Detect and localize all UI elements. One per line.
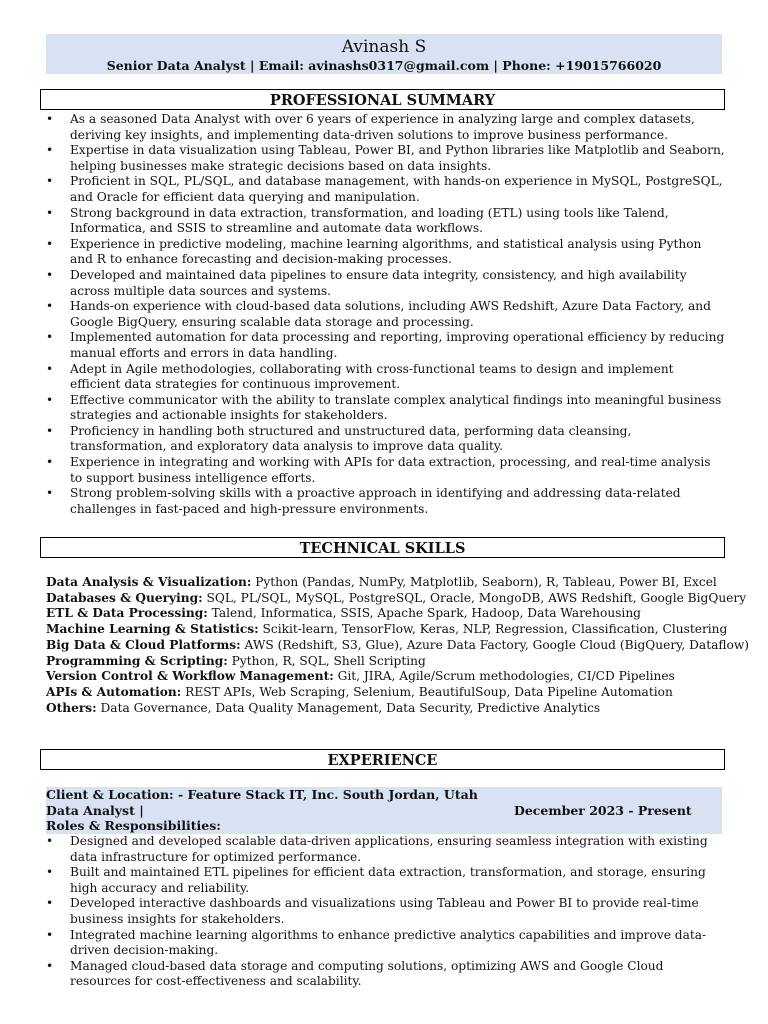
skill-key: Databases & Querying: — [46, 590, 203, 605]
list-item: • Strong problem-solving skills with a proactive approach in identifying and addressing data-related challenges in fast-paced and high-pressure environments. — [46, 486, 726, 517]
job-dates: December 2023 - Present — [514, 802, 692, 818]
list-item: • As a seasoned Data Analyst with over 6 years of experience in analyzing large and complex datasets, deriving key insights, and implementing data-driven solutions to improve business performance. — [46, 112, 726, 143]
skill-key: Others: — [46, 700, 97, 715]
skill-value: Git, JIRA, Agile/Scrum methodologies, CI/CD Pipelines — [333, 669, 675, 684]
skill-key: Machine Learning & Statistics: — [46, 622, 259, 637]
skill-row — [46, 622, 736, 638]
skill-key: Programming & Scripting: — [46, 653, 228, 668]
list-item: • Developed interactive dashboards and visualizations using Tableau and Power BI to provide real-time business insights for stakeholders. — [46, 896, 726, 927]
skill-value: SQL, PL/SQL, MySQL, PostgreSQL, Oracle, MongoDB, AWS Redshift, Google BigQuery — [202, 590, 747, 605]
section-title-summary: PROFESSIONAL SUMMARY — [40, 89, 725, 110]
list-item: • Proficient in SQL, PL/SQL, and database management, with hands-on experience in MySQL, PostgreSQL, and Oracle for efficient data querying and manipulation. — [46, 174, 726, 205]
roles-label: Roles & Responsibilities: — [46, 818, 221, 834]
skill-value: Data Governance, Data Quality Management, Data Security, Predictive Analytics — [96, 700, 601, 715]
skill-row — [46, 654, 736, 670]
list-item: • Experience in integrating and working with APIs for data extraction, processing, and real-time analysis to support business intelligence efforts. — [46, 455, 726, 486]
list-item: • Designed and developed scalable data-driven applications, ensuring seamless integration with existing data infrastructure for optimized performance. — [46, 834, 726, 865]
skills-list — [46, 575, 750, 716]
section-title-skills: TECHNICAL SKILLS — [40, 537, 725, 558]
list-item: • Managed cloud-based data storage and computing solutions, optimizing AWS and Google Cloud resources for cost-effectiveness and scalability. — [46, 959, 726, 990]
skill-value: REST APIs, Web Scraping, Selenium, BeautifulSoup, Data Pipeline Automation — [181, 684, 673, 699]
skill-key: ETL & Data Processing: — [46, 606, 208, 621]
list-item: • Expertise in data visualization using Tableau, Power BI, and Python libraries like Matplotlib and Seaborn, helping businesses make strategic decisions based on data insights. — [46, 143, 726, 174]
skill-row — [46, 669, 736, 685]
list-item: • Experience in predictive modeling, machine learning algorithms, and statistical analysis using Python and R to enhance forecasting and decision-making processes. — [46, 237, 726, 268]
skill-key: Big Data & Cloud Platforms: — [46, 637, 241, 652]
list-item: • Adept in Agile methodologies, collaborating with cross-functional teams to design and implement efficient data strategies for continuous improvement. — [46, 362, 726, 393]
list-item: • Strong background in data extraction, transformation, and loading (ETL) using tools like Talend, Informatica, and SSIS to streamline and automate data workflows. — [46, 206, 726, 237]
experience-list — [46, 834, 726, 990]
skill-value: Scikit-learn, TensorFlow, Keras, NLP, Regression, Classification, Clustering — [258, 622, 728, 637]
candidate-name: Avinash S — [341, 37, 427, 57]
skill-key: Data Analysis & Visualization: — [46, 575, 252, 589]
resume-header — [46, 34, 722, 74]
skill-value: Talend, Informatica, SSIS, Apache Spark, Hadoop, Data Warehousing — [207, 606, 641, 621]
role-line — [46, 803, 722, 819]
list-item: • Implemented automation for data processing and reporting, improving operational efficiency by reducing manual efforts and errors in data handling. — [46, 330, 726, 361]
job-header — [46, 787, 722, 834]
skill-key: APIs & Automation: — [46, 684, 182, 699]
list-item: • Developed and maintained data pipelines to ensure data integrity, consistency, and high availability across multiple data sources and systems. — [46, 268, 726, 299]
skill-value: AWS (Redshift, S3, Glue), Azure Data Factory, Google Cloud (BigQuery, Dataflow) — [240, 637, 750, 652]
job-title: Data Analyst | — [46, 802, 144, 818]
skill-row — [46, 606, 736, 622]
list-item: • Integrated machine learning algorithms to enhance predictive analytics capabilities and improve data-driven decision-making. — [46, 928, 726, 959]
skill-value: Python, R, SQL, Shell Scripting — [227, 653, 426, 668]
skill-row — [46, 701, 736, 717]
skill-row — [46, 590, 747, 607]
skill-row — [46, 685, 736, 701]
list-item: • Effective communicator with the ability to translate complex analytical findings into meaningful business strategies and actionable insights for stakeholders. — [46, 393, 726, 424]
list-item: • Built and maintained ETL pipelines for efficient data extraction, transformation, and storage, ensuring high accuracy and reliability. — [46, 865, 726, 896]
list-item: • Proficiency in handling both structured and unstructured data, performing data cleansing, transformation, and exploratory data analysis to improve data quality. — [46, 424, 726, 455]
contact-line: Senior Data Analyst | Email: avinashs0317@gmail.com | Phone: +19015766020 — [106, 58, 662, 73]
skill-value: Python (Pandas, NumPy, Matplotlib, Seaborn), R, Tableau, Power BI, Excel — [251, 575, 717, 589]
list-item: • Hands-on experience with cloud-based data solutions, including AWS Redshift, Azure Data Factory, and Google BigQuery, ensuring scalable data storage and processing. — [46, 299, 726, 330]
skill-row — [46, 575, 736, 591]
skill-row — [46, 637, 750, 654]
skill-key: Version Control & Workflow Management: — [46, 669, 334, 684]
summary-list — [46, 112, 726, 517]
section-title-experience: EXPERIENCE — [40, 749, 725, 770]
client-line: Client & Location: - Feature Stack IT, Inc. South Jordan, Utah — [46, 787, 478, 802]
